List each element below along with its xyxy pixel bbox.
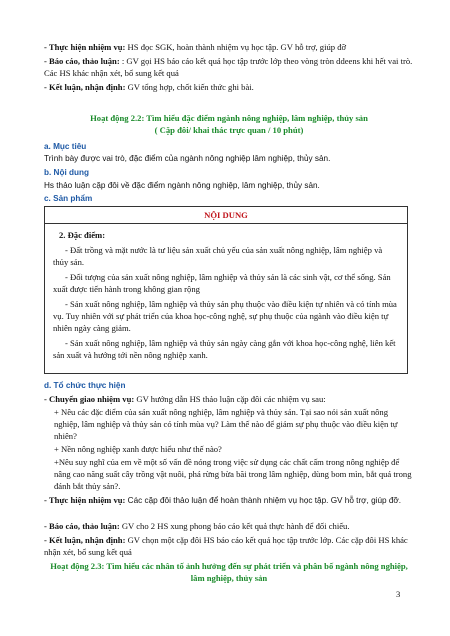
execute-label: - Thực hiện nhiệm vụ: [44,42,126,52]
d-assign [44,393,414,405]
section-a-label: a. Mục tiêu [44,142,87,151]
table-heading: 2. Đặc điểm: [59,230,106,240]
table-paragraph-4: - Sản xuất nông nghiệp, lâm nghiệp và thủy sản ngày càng gắn với khoa học-công nghệ, liên kết sản xuất và hướng tới nền nông nghiệp xanh. [53,338,396,361]
activity-2-2-subtitle: ( Cặp đôi/ khai thác trực quan / 10 phút) [154,125,304,135]
d-conclusion-text: GV chọn một cặp đôi HS báo cáo kết quả học tập trước lớp. Các cặp đôi HS khác nhận xét, bổ sung kết quả [44,535,408,558]
activity-2-3-title: Hoạt động 2.3: Tìm hiểu các nhân tố ảnh hưởng đến sự phát triển và phân bố ngành nông nghiệp, lâm nghiệp, thủy sản [50,561,408,584]
section-a-text: Trình bày được vai trò, đặc điểm của ngành nông nghiệp lâm nghiệp, thủy sản. [44,154,331,163]
table-header-divider [45,223,407,224]
d-question-3: +Nêu suy nghĩ của em về một số vấn đề nóng trong việc sử dụng các chất cấm trong nông nghiệp để nâng cao năng suất cây trồng vật nuôi, phá rừng bừa bãi trong lâm nghiệp, dùng bom mìn, bắt quá trong đánh bắt thủy sản?. [54,457,412,492]
execute-text: HS đọc SGK, hoàn thành nhiệm vụ học tập. GV hỗ trợ, giúp đỡ [125,42,347,52]
report-text: : GV gọi HS báo cáo kết quả học tập trước lớp theo vòng tròn ddeens khi hết vai trò. Các HS khác nhận xét, bổ sung kết quả [44,56,413,79]
report-label: - Báo cáo, thảo luận: [44,56,120,66]
d-execute-label: - Thực hiện nhiệm vụ: [44,495,126,505]
section-d-label: d. Tổ chức thực hiện [44,381,126,390]
conclusion-label: - Kết luận, nhận định: [44,82,126,92]
d-question-1: + Nêu các đặc điểm của sản xuất nông nghiệp, lâm nghiệp và thủy sản. Tại sao nói sản xuất nông nghiệp, lâm nghiệp và thủy sản có tính mùa vụ? Làm thế nào để giảm sự phụ thuộc vào điều kiện tự nhiên? [54,407,398,442]
table-paragraph-1: - Đất trồng và mặt nước là tư liệu sản xuất chủ yếu của sản xuất nông nghiệp, lâm nghiệp và thủy sản. [53,245,383,268]
activity-2-2-title: Hoạt động 2.2: Tìm hiểu đặc điểm ngành nông nghiệp, lâm nghiệp, thủy sản [90,113,368,123]
d-report [44,520,414,532]
top-line-report [44,55,414,79]
section-b-text: Hs thảo luận cặp đôi về đặc điểm ngành nông nghiệp, lâm nghiệp, thủy sản. [44,181,320,190]
table-paragraph-3: - Sản xuất nông nghiệp, lâm nghiệp và thủy sản phụ thuộc vào điều kiện tự nhiên và có tính mùa vụ. Tuy nhiên với sự phát triển của khoa học-công nghệ, sự phụ thuộc của ngành vào điều kiện tự nhiên ngày càng giảm. [53,299,397,334]
assign-text: GV hướng dẫn HS thảo luận cặp đôi các nhiệm vụ sau: [134,394,326,404]
page-number: 3 [396,589,401,599]
d-conclusion-label: - Kết luận, nhận định: [44,535,126,545]
d-execute [44,494,414,507]
assign-label: - Chuyển giao nhiệm vụ: [44,394,135,404]
table-header: NỘI DUNG [204,210,248,220]
d-report-label: - Báo cáo, thảo luận: [44,521,120,531]
conclusion-text: GV tổng hợp, chốt kiến thức ghi bài. [125,82,254,92]
table-paragraph-2: - Đối tượng của sản xuất nông nghiệp, lâm nghiệp và thủy sản là các sinh vật, cơ thể sống. Sản xuất được tiến hành trong không gian rộng [53,272,391,295]
d-question-2: + Nền nông nghiệp xanh được hiểu như thế nào? [54,444,222,454]
d-conclusion [44,534,414,558]
top-line-conclusion [44,81,414,93]
top-line-execute [44,41,414,53]
d-execute-text: Các cặp đôi thảo luận để hoàn thành nhiệm vụ học tập. GV hỗ trợ, giúp đỡ. [125,496,402,505]
section-c-label: c. Sản phẩm [44,194,93,203]
d-report-text: GV cho 2 HS xung phong báo cáo kết quả thực hành để đối chiếu. [119,521,350,531]
section-b-label: b. Nội dung [44,168,90,177]
content-table [44,206,408,374]
